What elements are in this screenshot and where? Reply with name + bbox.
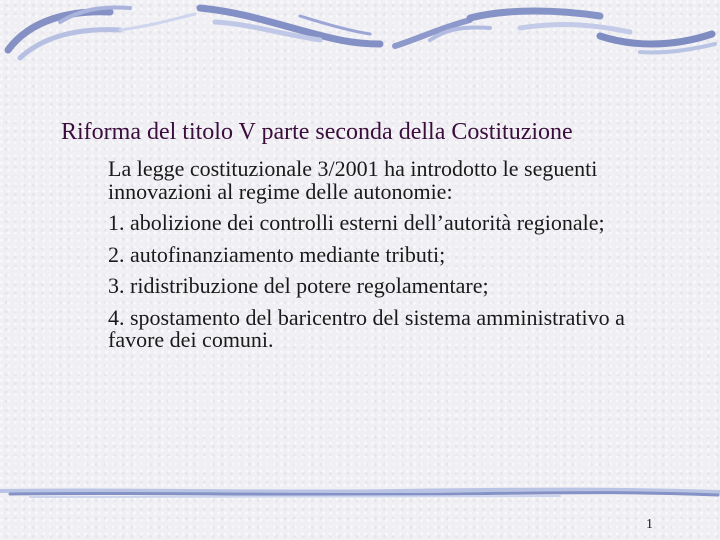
page-number: 1	[646, 517, 653, 532]
list-item-2: 2. autofinanziamento mediante tributi;	[108, 241, 446, 267]
intro-paragraph: La legge costituzionale 3/2001 ha introdotto le seguenti innovazioni al regime delle autonomie:	[108, 156, 598, 204]
slide-body	[108, 158, 668, 361]
bottom-swirl-decoration	[0, 482, 720, 504]
list-item-3: 3. ridistribuzione del potere regolamentare;	[108, 273, 489, 298]
list-item-4: 4. spostamento del baricentro del sistema amministrativo a favore dei comuni.	[108, 304, 625, 352]
list-item-1: 1. abolizione dei controlli esterni dell’autorità regionale;	[108, 210, 605, 235]
slide-title: Riforma del titolo V parte seconda della Costituzione	[61, 119, 573, 145]
top-swirl-decoration	[0, 0, 720, 62]
